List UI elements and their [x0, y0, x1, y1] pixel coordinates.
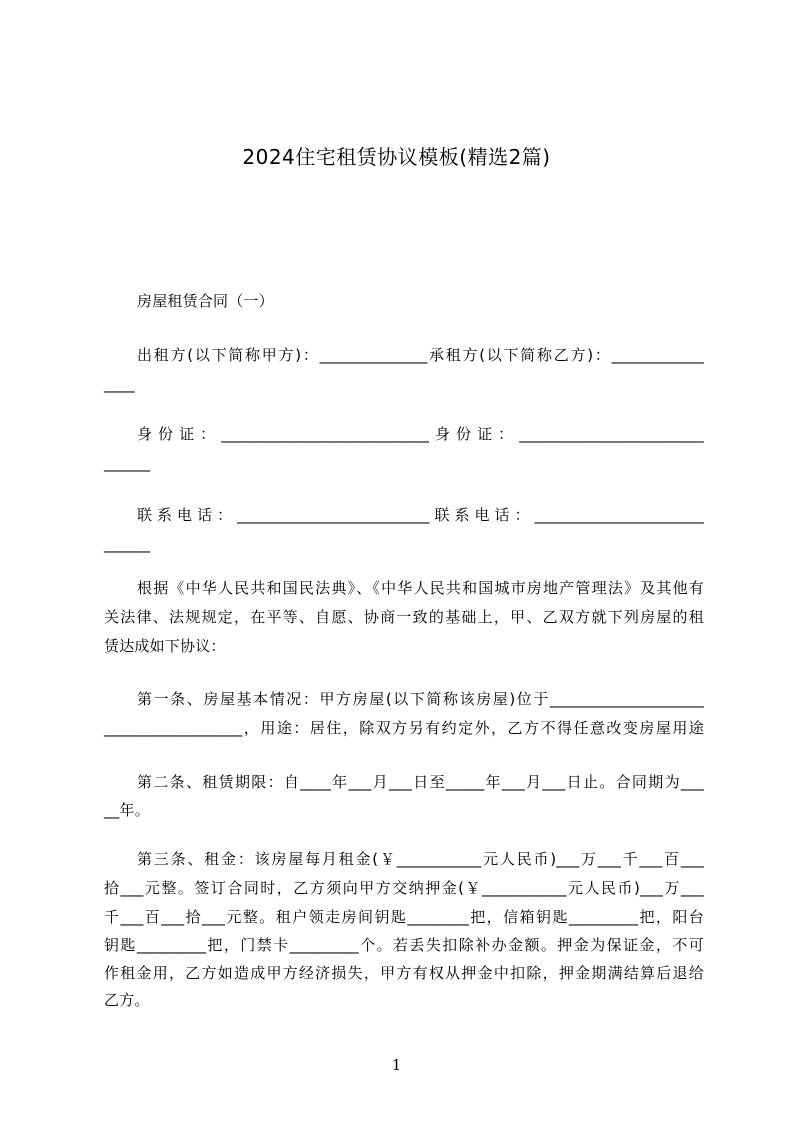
document-title: 2024住宅租赁协议模板(精选2篇) [242, 145, 551, 169]
article-1-line-1: 第一条、房屋基本情况：甲方房屋(以下简称该房屋)位于____________________ [137, 690, 704, 708]
article-3-line-5: 作租金用，乙方如造成甲方经济损失，甲方有权从押金中扣除，押金期满结算后退给 [104, 964, 704, 982]
section-heading: 房屋租赁合同（一） [137, 292, 274, 310]
article-2-line-2: __年。 [104, 801, 150, 819]
id-card-line-cont: ______ [104, 454, 151, 472]
article-2-line-1: 第二条、租赁期限：自____年___月___日至_____年___月___日止。合同期为___ [137, 773, 704, 791]
article-3-line-3: 千___百___拾___元整。租户领走房间钥匙________把，信箱钥匙_________把，阳台 [104, 908, 704, 926]
phone-line-cont: ______ [104, 535, 151, 553]
phone-line: 联系电话：_________________________联系电话：______________________ [137, 506, 704, 524]
lessor-lessee-line-cont: ____ [104, 375, 135, 393]
preamble-line-2: 关法律、法规规定，在平等、自愿、协商一致的基础上，甲、乙双方就下列房屋的租 [104, 608, 704, 626]
article-3-line-6: 乙方。 [104, 991, 150, 1009]
id-card-line: 身份证：___________________________身份证：________________________ [137, 425, 704, 443]
page-number: 1 [391, 1056, 402, 1074]
article-1-line-2: __________________，用途：居住，除双方另有约定外，乙方不得任意改变房屋用途 [104, 719, 704, 737]
preamble-line-3: 赁达成如下协议： [104, 637, 226, 655]
article-3-line-2: 拾___元整。签订合同时，乙方须向甲方交纳押金(￥___________元人民币)___万___ [104, 879, 704, 897]
lessor-lessee-line: 出租方(以下简称甲方)：______________承租方(以下简称乙方)：____________ [137, 346, 704, 364]
preamble-line-1: 根据《中华人民共和国民法典》、《中华人民共和国城市房地产管理法》及其他有 [137, 579, 704, 597]
article-3-line-4: 钥匙_________把，门禁卡_________个。若丢失扣除补办金额。押金为保证金，不可 [104, 936, 704, 954]
article-3-line-1: 第三条、租金：该房屋每月租金(￥___________元人民币)___万___千___百___ [137, 850, 704, 868]
